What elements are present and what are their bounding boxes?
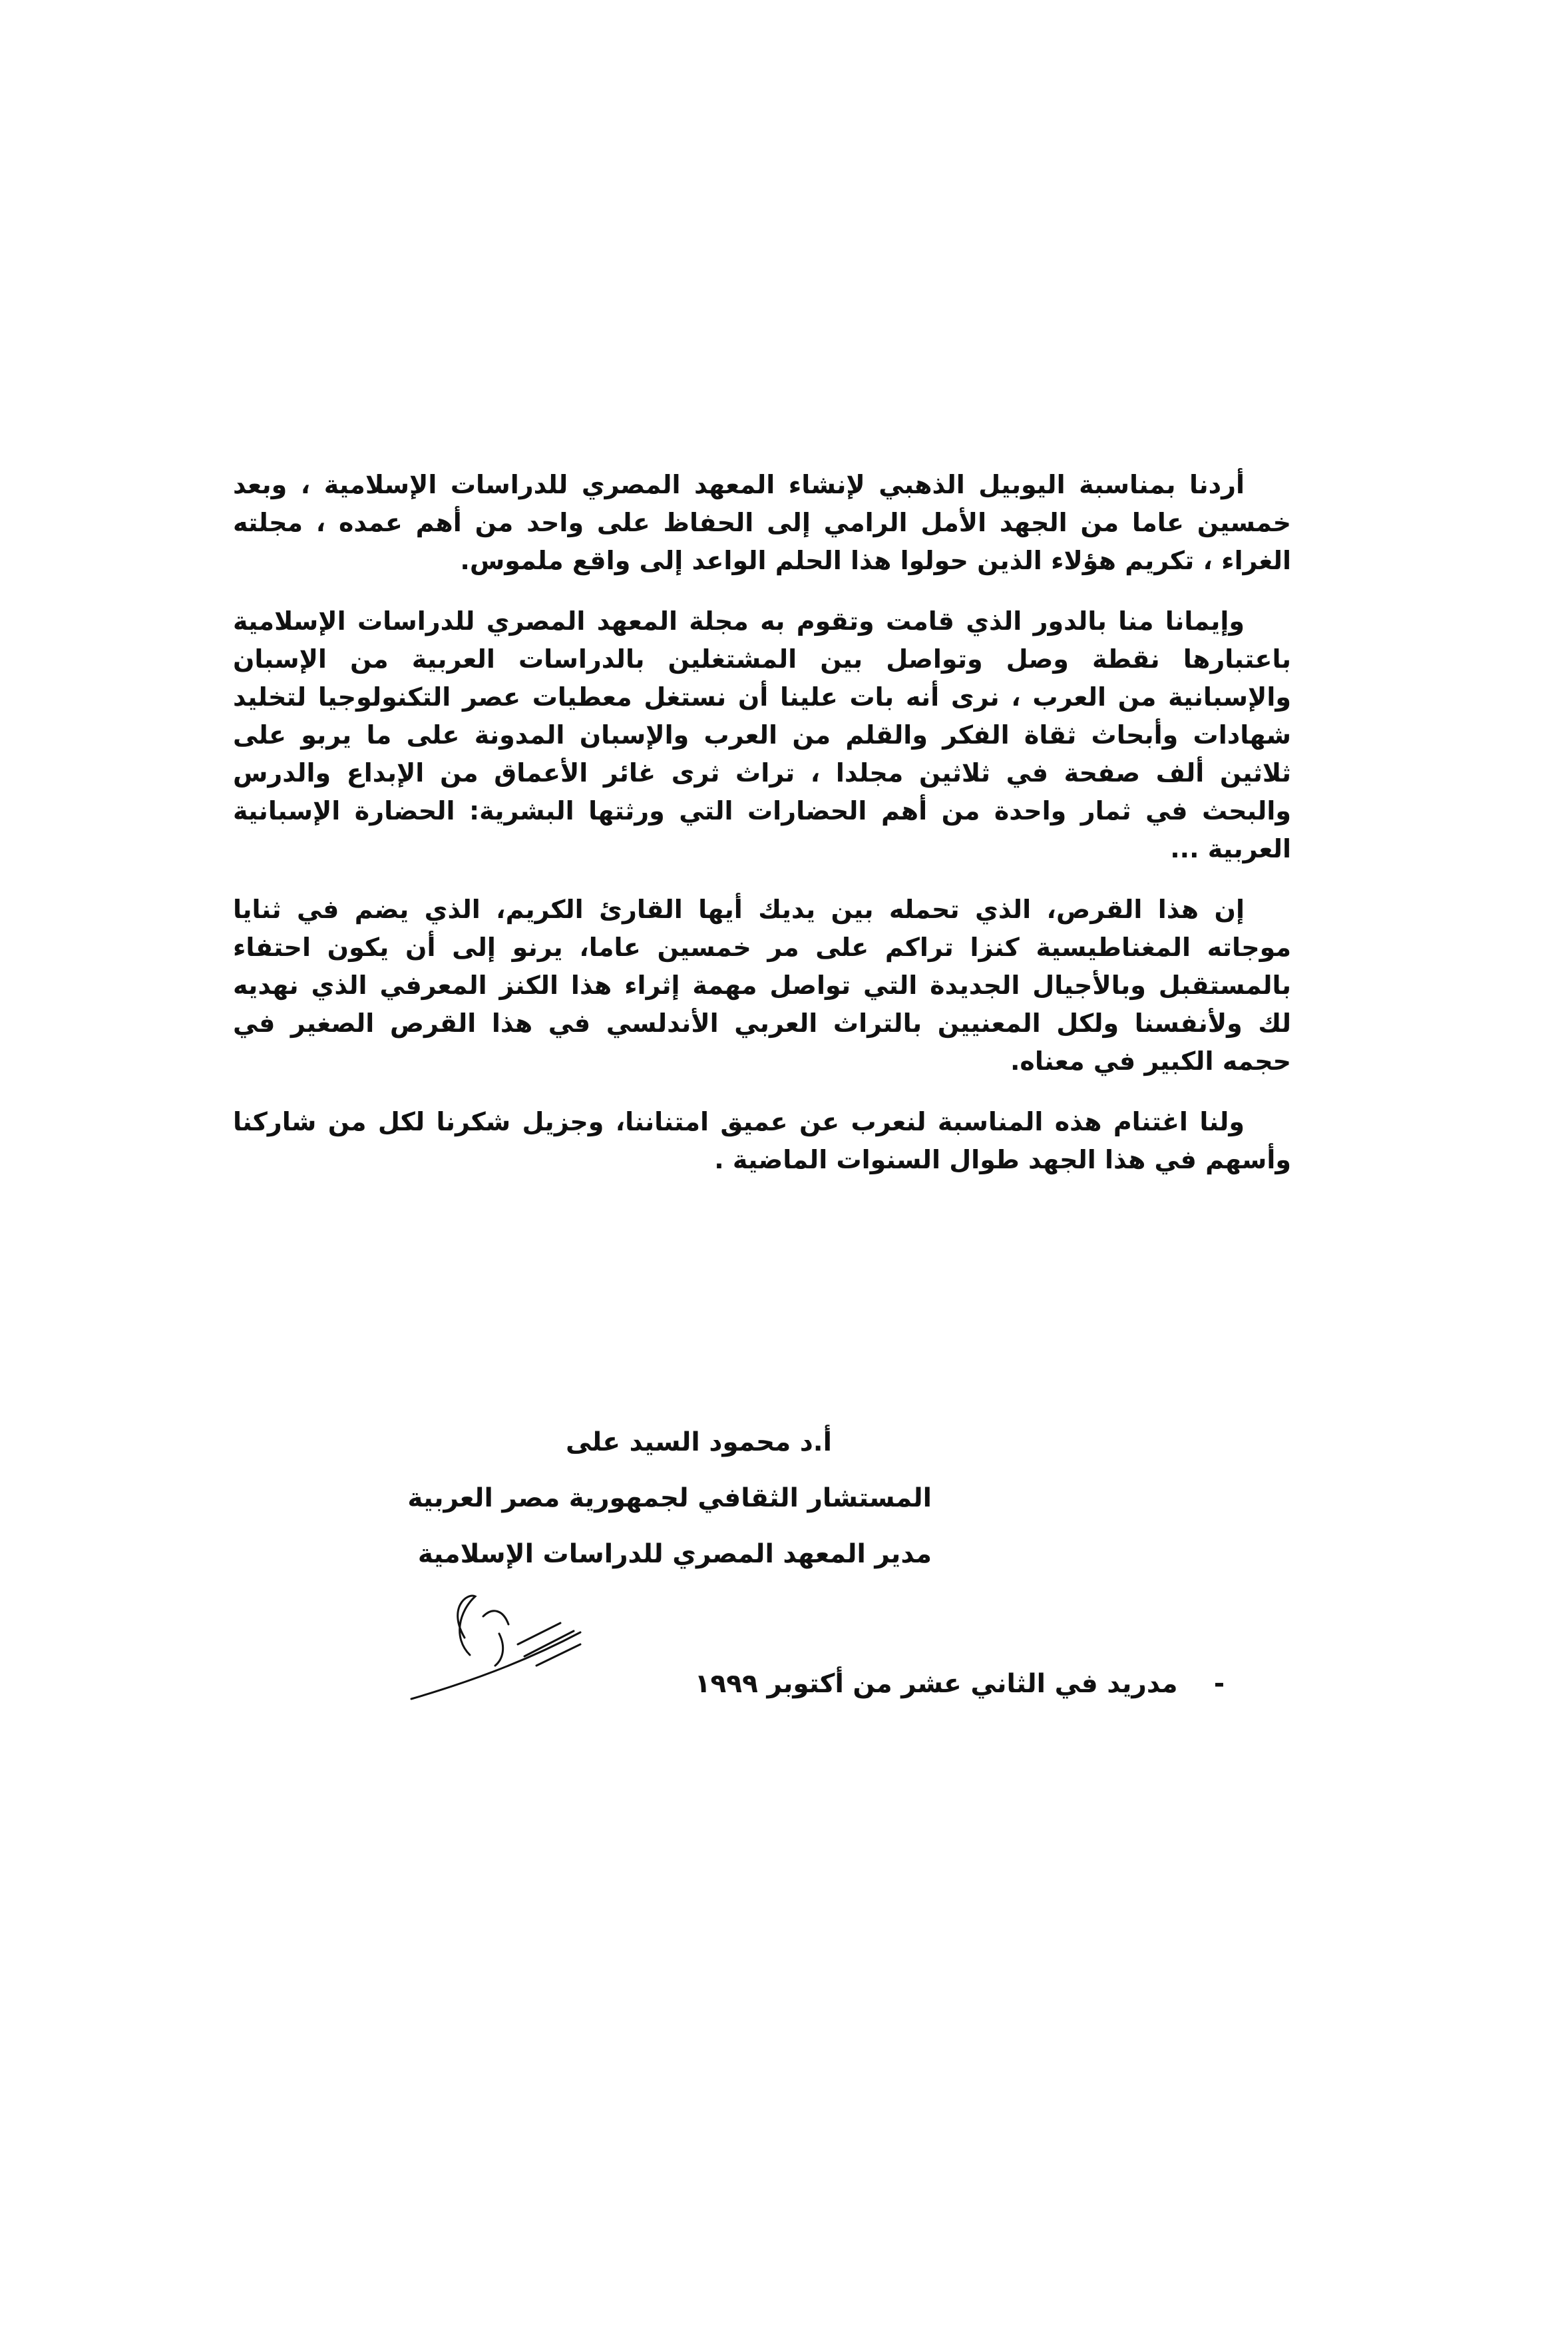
paragraph-1: أردنا بمناسبة اليوبيل الذهبي لإنشاء المعهد المصري للدراسات الإسلامية ، وبعد خمسين عاما من الجهد الأمل الرامي إلى الحفاظ على واحد من أهم عمده ، مجلته الغراء ، تكريم هؤلاء الذين حولوا هذا الحلم الواعد إلى واقع ملموس. [233, 470, 1291, 575]
paragraph-2: وإيمانا منا بالدور الذي قامت وتقوم به مجلة المعهد المصري للدراسات الإسلامية باعتبارها نقطة وصل وتواصل بين المشتغلين بالدراسات العربية من الإسبان والإسبانية من العرب ، نرى أنه بات علينا أن نستغل معطيات عصر التكنولوجيا لتخليد شهادات وأبحاث ثقاة الفكر والقلم من العرب والإسبان المدونة على ما يربو على ثلاثين ألف صفحة في ثلاثين مجلدا ، تراث ثرى غائر الأعماق من الإبداع والدرس والبحث في ثمار واحدة من أهم الحضارات التي ورثتها البشرية: الحضارة الإسبانية العربية ... [233, 606, 1291, 863]
signatory-block [319, 1415, 932, 1582]
signatory-title-cultural-counselor: المستشار الثقافي لجمهورية مصر العربية [407, 1483, 932, 1513]
handwritten-signature-icon [406, 1591, 626, 1704]
paragraph-4: ولنا اغتنام هذه المناسبة لنعرب عن عميق امتناننا، وجزيل شكرنا لكل من شاركنا وأسهم في هذا الجهد طوال السنوات الماضية . [233, 1107, 1291, 1174]
letter-body [233, 466, 1291, 1202]
signatory-title-institute-director: مدير المعهد المصري للدراسات الإسلامية [417, 1539, 932, 1569]
place-date-line [639, 1664, 1225, 1704]
date-dash: - [1213, 1669, 1225, 1699]
signatory-name: أ.د محمود السيد على [566, 1427, 832, 1457]
place-date-text: مدريد في الثاني عشر من أكتوبر ١٩٩٩ [694, 1669, 1178, 1699]
paragraph-3: إن هذا القرص، الذي تحمله بين يديك أيها القارئ الكريم، الذي يضم في ثنايا موجاته المغناطيسية كنزا تراكم على مر خمسين عاما، يرنو إلى أن يكون احتفاء بالمستقبل وبالأجيال الجديدة التي تواصل مهمة إثراء هذا الكنز المعرفي الذي نهديه لك ولأنفسنا ولكل المعنيين بالتراث العربي الأندلسي في هذا القرص الصغير في حجمه الكبير في معناه. [233, 895, 1291, 1076]
